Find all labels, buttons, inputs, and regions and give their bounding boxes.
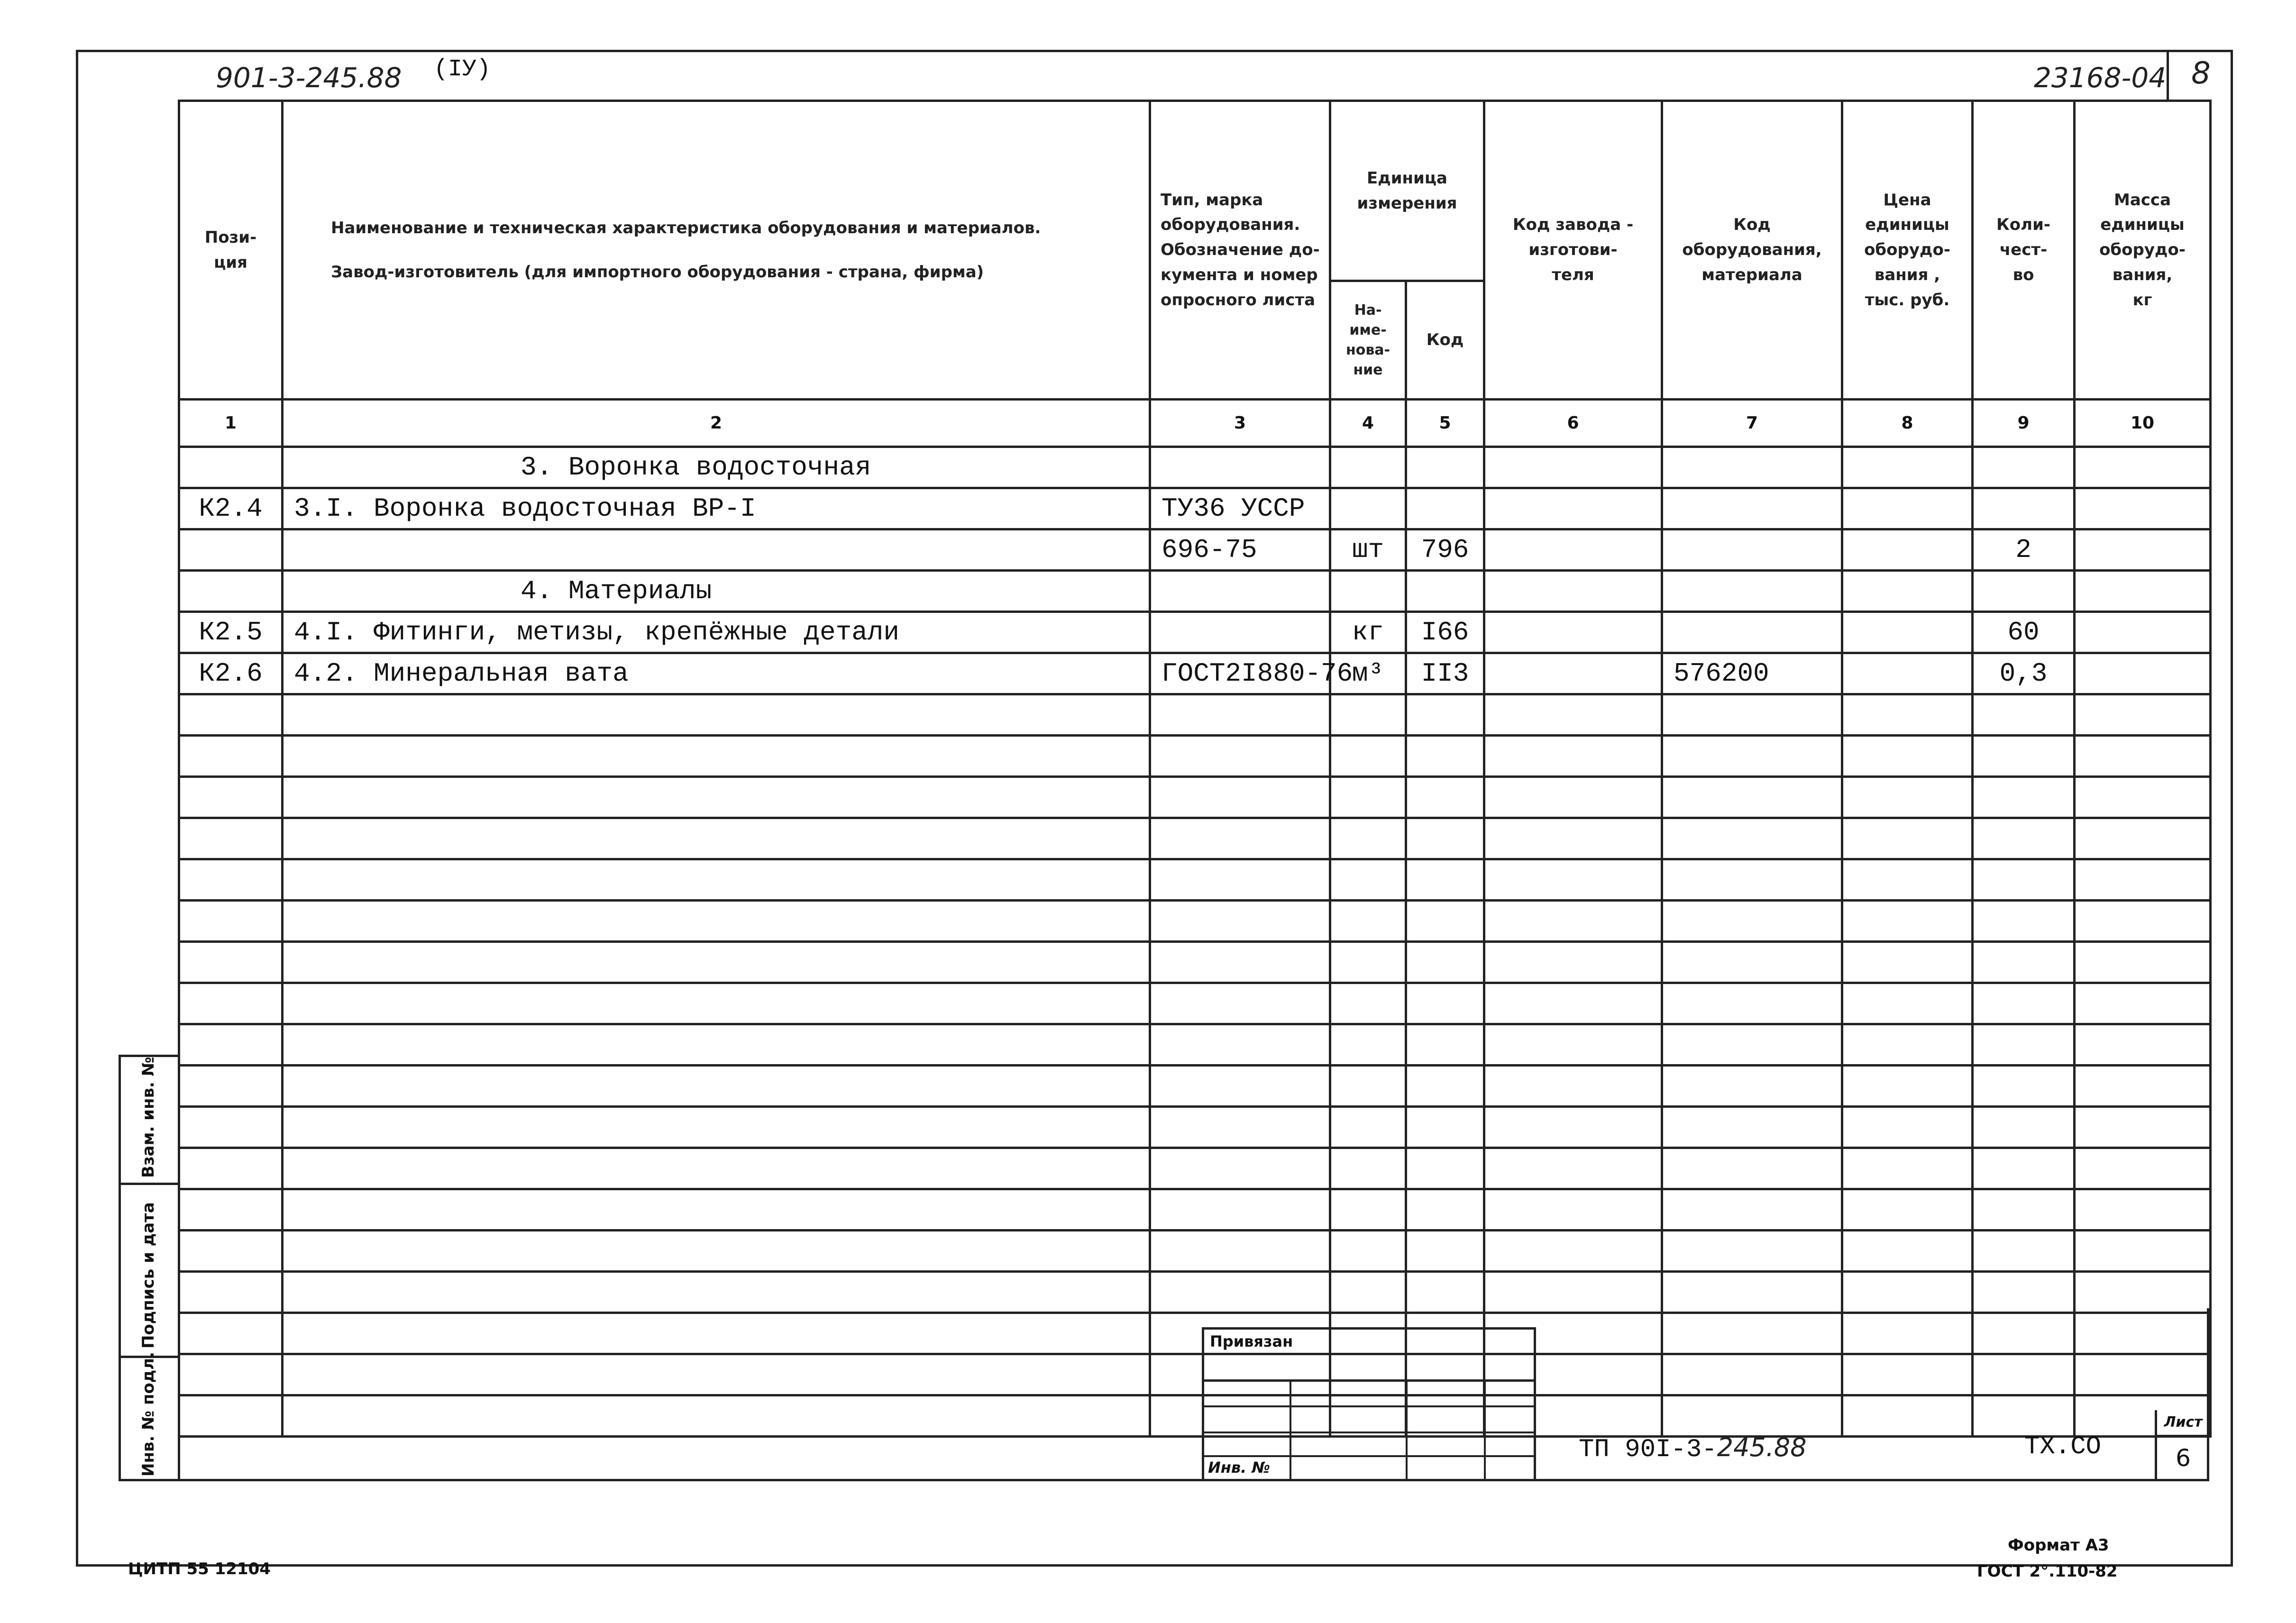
empty-cell — [1662, 942, 1842, 983]
empty-cell — [1484, 736, 1662, 777]
empty-cell — [1973, 736, 2075, 777]
header-type: Тип, марка оборудования. Обозначение до- кумента и номер опросного листа — [1150, 101, 1330, 400]
empty-cell — [2075, 1107, 2211, 1148]
cell-quantity — [1973, 571, 2075, 612]
table-row — [179, 488, 2211, 529]
empty-cell — [179, 1066, 283, 1107]
header-unit-group: Единица измерения — [1330, 101, 1484, 281]
cell-unit: кг — [1330, 612, 1406, 653]
empty-cell — [1484, 777, 1662, 818]
empty-cell — [1150, 1024, 1330, 1066]
cell-position — [179, 571, 283, 612]
cell-price — [1842, 529, 1973, 571]
side-label-signature: Подпись и дата — [139, 1202, 158, 1349]
column-number-row — [179, 400, 2211, 447]
empty-cell — [1330, 1189, 1406, 1231]
empty-cell — [1330, 983, 1406, 1024]
empty-row — [179, 859, 2211, 901]
empty-cell — [1150, 694, 1330, 736]
cell-name: 4.I. Фитинги, метизы, крепёжные детали — [283, 612, 1150, 653]
cell-name: 3. Воронка водосточная — [283, 447, 1150, 488]
empty-cell — [179, 1024, 283, 1066]
empty-cell — [1330, 694, 1406, 736]
top-right-code: 23168-04 — [2034, 62, 2167, 94]
cell-unit — [1330, 488, 1406, 529]
sheet-mark-box — [2167, 50, 2233, 100]
cell-material-code — [1662, 447, 1842, 488]
table-row — [179, 447, 2211, 488]
cell-factory-code — [1484, 529, 1662, 571]
empty-cell — [283, 1272, 1150, 1313]
cell-mass — [2075, 612, 2211, 653]
empty-cell — [179, 1107, 283, 1148]
empty-cell — [1330, 736, 1406, 777]
empty-cell — [1973, 694, 2075, 736]
empty-cell — [1330, 818, 1406, 859]
cell-position: К2.4 — [179, 488, 283, 529]
empty-cell — [2075, 1189, 2211, 1231]
cell-name: 4. Материалы — [283, 571, 1150, 612]
header-quantity: Коли- чест- во — [1973, 101, 2075, 400]
empty-cell — [1842, 859, 1973, 901]
empty-cell — [1973, 983, 2075, 1024]
empty-row — [179, 942, 2211, 983]
empty-cell — [283, 859, 1150, 901]
side-box-orig-inv — [119, 1351, 180, 1481]
empty-cell — [1662, 1066, 1842, 1107]
empty-cell — [1150, 901, 1330, 942]
empty-cell — [1662, 1272, 1842, 1313]
empty-cell — [179, 1272, 283, 1313]
empty-cell — [2075, 901, 2211, 942]
colnum-8: 8 — [1842, 400, 1973, 447]
empty-cell — [1662, 983, 1842, 1024]
bottom-band — [178, 1308, 2209, 1481]
cell-name: 3.I. Воронка водосточная ВР-I — [283, 488, 1150, 529]
cell-position — [179, 447, 283, 488]
empty-cell — [1406, 901, 1484, 942]
empty-row — [179, 983, 2211, 1024]
empty-cell — [1842, 1231, 1973, 1272]
empty-cell — [179, 942, 283, 983]
empty-cell — [1330, 777, 1406, 818]
empty-cell — [1330, 1066, 1406, 1107]
cell-mass — [2075, 447, 2211, 488]
empty-cell — [179, 694, 283, 736]
cell-unit-code: II3 — [1406, 653, 1484, 694]
empty-cell — [283, 901, 1150, 942]
colnum-2: 2 — [283, 400, 1150, 447]
stamp-inv-label: Инв. № — [1208, 1459, 1270, 1477]
empty-row — [179, 1272, 2211, 1313]
empty-cell — [1842, 694, 1973, 736]
cell-factory-code — [1484, 447, 1662, 488]
empty-cell — [1484, 942, 1662, 983]
stamp-vline-2 — [1406, 1379, 1408, 1481]
specification-table — [178, 100, 2212, 1438]
empty-cell — [1330, 1107, 1406, 1148]
cell-unit-code: 796 — [1406, 529, 1484, 571]
empty-cell — [2075, 1024, 2211, 1066]
empty-cell — [1406, 1231, 1484, 1272]
empty-cell — [179, 777, 283, 818]
empty-cell — [2075, 736, 2211, 777]
cell-quantity: 2 — [1973, 529, 2075, 571]
empty-cell — [1484, 983, 1662, 1024]
header-unit-name: На- име- нова- ние — [1330, 281, 1406, 400]
empty-cell — [1484, 1272, 1662, 1313]
empty-cell — [1330, 1272, 1406, 1313]
cell-quantity: 0,3 — [1973, 653, 2075, 694]
cell-type: 696-75 — [1150, 529, 1330, 571]
side-box-signature — [119, 1183, 180, 1358]
empty-cell — [283, 942, 1150, 983]
table-row — [179, 529, 2211, 571]
empty-cell — [1406, 1272, 1484, 1313]
empty-cell — [1842, 901, 1973, 942]
empty-cell — [1842, 942, 1973, 983]
empty-row — [179, 901, 2211, 942]
empty-cell — [1330, 1231, 1406, 1272]
cell-quantity — [1973, 447, 2075, 488]
colnum-6: 6 — [1484, 400, 1662, 447]
empty-cell — [1406, 859, 1484, 901]
cell-unit-code — [1406, 571, 1484, 612]
empty-cell — [179, 1148, 283, 1189]
empty-cell — [1973, 1148, 2075, 1189]
header-name-line2: Завод-изготовитель (для импортного оборудования - страна, фирма) — [331, 262, 984, 282]
empty-row — [179, 694, 2211, 736]
empty-cell — [1150, 942, 1330, 983]
empty-cell — [179, 818, 283, 859]
empty-cell — [1150, 859, 1330, 901]
empty-cell — [1662, 694, 1842, 736]
empty-cell — [1662, 736, 1842, 777]
empty-cell — [1406, 983, 1484, 1024]
side-label-replace-inv: Взам. инв. № — [139, 1057, 158, 1178]
cell-position: К2.5 — [179, 612, 283, 653]
empty-cell — [1406, 777, 1484, 818]
empty-cell — [1842, 736, 1973, 777]
empty-cell — [1662, 1148, 1842, 1189]
empty-cell — [179, 859, 283, 901]
empty-cell — [1973, 901, 2075, 942]
empty-cell — [1842, 818, 1973, 859]
empty-cell — [1484, 1107, 1662, 1148]
empty-cell — [1842, 1107, 1973, 1148]
cell-position — [179, 529, 283, 571]
cell-type — [1150, 612, 1330, 653]
empty-cell — [1330, 859, 1406, 901]
top-left-code: 901-3-245.88 — [216, 62, 402, 94]
empty-cell — [1842, 777, 1973, 818]
empty-row — [179, 1066, 2211, 1107]
cell-factory-code — [1484, 612, 1662, 653]
cell-factory-code — [1484, 571, 1662, 612]
sheet-no-box — [2155, 1410, 2209, 1481]
colnum-4: 4 — [1330, 400, 1406, 447]
empty-cell — [1842, 1272, 1973, 1313]
empty-cell — [1406, 942, 1484, 983]
cell-name: 4.2. Минеральная вата — [283, 653, 1150, 694]
cell-material-code — [1662, 529, 1842, 571]
empty-cell — [283, 1066, 1150, 1107]
header-mass: Масса единицы оборудо- вания, кг — [2075, 101, 2211, 400]
stamp-vline-1 — [1290, 1379, 1291, 1481]
empty-cell — [1406, 736, 1484, 777]
empty-cell — [1150, 983, 1330, 1024]
empty-cell — [1150, 1272, 1330, 1313]
empty-cell — [179, 901, 283, 942]
empty-cell — [1406, 1107, 1484, 1148]
cell-position: К2.6 — [179, 653, 283, 694]
empty-cell — [1973, 1272, 2075, 1313]
header-price: Цена единицы оборудо- вания , тыс. руб. — [1842, 101, 1973, 400]
empty-cell — [179, 736, 283, 777]
empty-cell — [1842, 1189, 1973, 1231]
empty-row — [179, 818, 2211, 859]
empty-row — [179, 1024, 2211, 1066]
empty-cell — [1662, 1107, 1842, 1148]
empty-cell — [283, 1107, 1150, 1148]
stamp-vline-3 — [1484, 1379, 1486, 1481]
empty-cell — [1973, 1107, 2075, 1148]
side-box-replace-inv — [119, 1055, 180, 1185]
doc-code: ТХ.СО — [2024, 1432, 2102, 1461]
empty-cell — [1484, 1231, 1662, 1272]
empty-cell — [1406, 694, 1484, 736]
cell-unit: шт — [1330, 529, 1406, 571]
colnum-10: 10 — [2075, 400, 2211, 447]
cell-material-code — [1662, 612, 1842, 653]
cell-price — [1842, 447, 1973, 488]
empty-cell — [1484, 1024, 1662, 1066]
empty-cell — [1150, 1231, 1330, 1272]
empty-cell — [1973, 1024, 2075, 1066]
empty-cell — [2075, 1231, 2211, 1272]
empty-cell — [1973, 942, 2075, 983]
colnum-9: 9 — [1973, 400, 2075, 447]
empty-cell — [1406, 1024, 1484, 1066]
empty-cell — [1150, 777, 1330, 818]
side-label-orig-inv: Инв. № подл. — [139, 1351, 158, 1477]
empty-cell — [283, 694, 1150, 736]
cell-unit: м³ — [1330, 653, 1406, 694]
cell-unit — [1330, 571, 1406, 612]
empty-cell — [179, 1231, 283, 1272]
empty-cell — [1662, 818, 1842, 859]
cell-material-code: 576200 — [1662, 653, 1842, 694]
cell-type: ГОСТ2I880-76 — [1150, 653, 1330, 694]
empty-cell — [1662, 859, 1842, 901]
empty-cell — [1150, 1066, 1330, 1107]
empty-cell — [1842, 1024, 1973, 1066]
empty-cell — [1330, 901, 1406, 942]
empty-cell — [283, 1148, 1150, 1189]
table-row — [179, 653, 2211, 694]
colnum-3: 3 — [1150, 400, 1330, 447]
table-row — [179, 612, 2211, 653]
cell-unit — [1330, 447, 1406, 488]
cell-factory-code — [1484, 653, 1662, 694]
empty-row — [179, 1107, 2211, 1148]
cell-mass — [2075, 571, 2211, 612]
cell-quantity — [1973, 488, 2075, 529]
header-position: Пози- ция — [179, 101, 283, 400]
empty-cell — [1484, 1189, 1662, 1231]
empty-cell — [1150, 818, 1330, 859]
empty-cell — [1484, 1148, 1662, 1189]
cell-unit-code: I66 — [1406, 612, 1484, 653]
header-name — [283, 101, 1150, 400]
empty-cell — [1662, 901, 1842, 942]
empty-cell — [1150, 1189, 1330, 1231]
cell-mass — [2075, 529, 2211, 571]
doc-number — [1579, 1432, 1807, 1464]
sheet-no-label: Лист — [2157, 1410, 2209, 1437]
stamp-tied-label: Привязан — [1210, 1332, 1293, 1350]
cell-factory-code — [1484, 488, 1662, 529]
empty-cell — [1330, 1148, 1406, 1189]
header-name-line1: Наименование и техническая характеристика оборудования и материалов. — [331, 218, 1041, 237]
empty-cell — [283, 736, 1150, 777]
empty-cell — [283, 1024, 1150, 1066]
cell-price — [1842, 612, 1973, 653]
cell-mass — [2075, 653, 2211, 694]
empty-cell — [1842, 983, 1973, 1024]
empty-cell — [1662, 1024, 1842, 1066]
empty-cell — [2075, 777, 2211, 818]
empty-cell — [179, 1189, 283, 1231]
header-unit-code: Код — [1406, 281, 1484, 400]
empty-cell — [1406, 1066, 1484, 1107]
empty-cell — [1406, 1148, 1484, 1189]
cell-price — [1842, 488, 1973, 529]
cell-type — [1150, 571, 1330, 612]
empty-cell — [1484, 694, 1662, 736]
sheet-mark: 8 — [2191, 56, 2211, 91]
empty-cell — [283, 1189, 1150, 1231]
cell-type: ТУ36 УССР — [1150, 488, 1330, 529]
empty-cell — [1406, 818, 1484, 859]
empty-cell — [2075, 1272, 2211, 1313]
empty-cell — [179, 983, 283, 1024]
empty-cell — [2075, 1066, 2211, 1107]
doc-number-prefix: ТП 90I-3- — [1579, 1435, 1717, 1464]
empty-cell — [1484, 859, 1662, 901]
empty-cell — [2075, 1148, 2211, 1189]
empty-cell — [2075, 942, 2211, 983]
empty-row — [179, 1148, 2211, 1189]
empty-cell — [1330, 1024, 1406, 1066]
cell-mass — [2075, 488, 2211, 529]
footer-format: Формат А3 — [2008, 1536, 2109, 1555]
empty-cell — [1842, 1148, 1973, 1189]
empty-cell — [1662, 1189, 1842, 1231]
empty-cell — [2075, 983, 2211, 1024]
empty-cell — [1406, 1189, 1484, 1231]
empty-cell — [1330, 942, 1406, 983]
empty-cell — [1842, 1066, 1973, 1107]
empty-cell — [2075, 694, 2211, 736]
top-left-suffix: (IУ) — [434, 56, 491, 83]
cell-quantity: 60 — [1973, 612, 2075, 653]
empty-cell — [1150, 1148, 1330, 1189]
header-row — [179, 101, 2211, 281]
table-row — [179, 571, 2211, 612]
cell-unit-code — [1406, 488, 1484, 529]
colnum-7: 7 — [1662, 400, 1842, 447]
empty-row — [179, 1189, 2211, 1231]
footer-left: ЦИТП 55 12104 — [128, 1559, 271, 1578]
empty-row — [179, 1231, 2211, 1272]
empty-cell — [1973, 1231, 2075, 1272]
empty-cell — [1150, 1107, 1330, 1148]
empty-cell — [1484, 1066, 1662, 1107]
empty-row — [179, 777, 2211, 818]
empty-cell — [1973, 1066, 2075, 1107]
empty-cell — [1973, 1189, 2075, 1231]
footer-gost: ГОСТ 2°.110-82 — [1977, 1562, 2118, 1581]
empty-cell — [1973, 859, 2075, 901]
doc-number-hand: 245.88 — [1717, 1432, 1807, 1462]
empty-cell — [283, 818, 1150, 859]
empty-cell — [283, 777, 1150, 818]
empty-cell — [1662, 777, 1842, 818]
header-factory-code: Код завода - изготови- теля — [1484, 101, 1662, 400]
empty-cell — [1973, 777, 2075, 818]
header-material-code: Код оборудования, материала — [1662, 101, 1842, 400]
cell-type — [1150, 447, 1330, 488]
empty-row — [179, 736, 2211, 777]
empty-cell — [1150, 736, 1330, 777]
empty-cell — [2075, 818, 2211, 859]
empty-cell — [1973, 818, 2075, 859]
cell-material-code — [1662, 571, 1842, 612]
tied-stamp — [1202, 1327, 1536, 1481]
empty-cell — [283, 983, 1150, 1024]
sheet-no: 6 — [2176, 1444, 2191, 1472]
cell-unit-code — [1406, 447, 1484, 488]
empty-cell — [1484, 818, 1662, 859]
empty-cell — [2075, 859, 2211, 901]
cell-name — [283, 529, 1150, 571]
table-body — [179, 447, 2211, 1437]
cell-price — [1842, 571, 1973, 612]
colnum-1: 1 — [179, 400, 283, 447]
colnum-5: 5 — [1406, 400, 1484, 447]
empty-cell — [1484, 901, 1662, 942]
empty-cell — [283, 1231, 1150, 1272]
empty-cell — [1662, 1231, 1842, 1272]
cell-material-code — [1662, 488, 1842, 529]
cell-price — [1842, 653, 1973, 694]
